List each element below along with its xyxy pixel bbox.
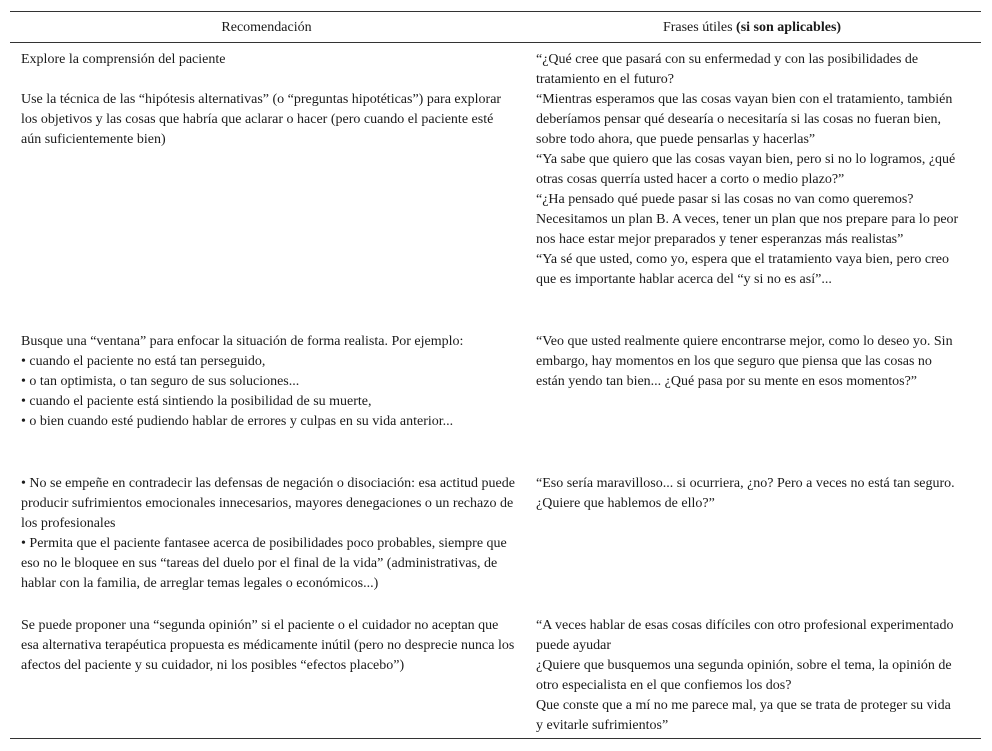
header-frases-bold: (si son aplicables) bbox=[736, 20, 842, 35]
table-row bbox=[10, 43, 981, 91]
recommendation-bullet: • o bien cuando esté pudiendo hablar de errores y culpas en su vida anterior... bbox=[21, 414, 454, 429]
recommendation-bullet: • o tan optimista, o tan seguro de sus soluciones... bbox=[21, 374, 300, 389]
recommendation-text: Busque una “ventana” para enfocar la situación de forma realista. Por ejemplo: bbox=[21, 334, 464, 349]
recommendations-table bbox=[10, 11, 981, 739]
recommendation-text: Se puede proponer una “segunda opinión” si el paciente o el cuidador no aceptan que esa alternativa terapéutica propuesta es médicamente inútil (pero no desprecie nunca los afectos del paciente y su cuidador, ni los posibles “efectos placebo”) bbox=[21, 618, 515, 673]
phrase-text: “Ya sabe que quiero que las cosas vayan bien, pero si no lo logramos, ¿qué otras cosas querría usted hacer a corto o medio plazo?” bbox=[536, 152, 956, 187]
phrase-cell bbox=[523, 90, 981, 332]
recommendation-bullet: • cuando el paciente está sintiendo la posibilidad de su muerte, bbox=[21, 394, 372, 409]
table-row bbox=[10, 616, 981, 738]
phrase-cell bbox=[523, 616, 981, 738]
phrase-cell bbox=[523, 43, 981, 91]
header-frases-prefix: Frases útiles bbox=[662, 20, 737, 35]
phrase-text: “Veo que usted realmente quiere encontrarse mejor, como lo deseo yo. Sin embargo, hay momentos en los que seguro que piensa que las cosas no están yendo tan bien... ¿Qué pasa por su mente en esos momentos?” bbox=[536, 334, 953, 389]
header-recomendacion: Recomendación bbox=[221, 20, 312, 35]
recommendation-bullet: • No se empeñe en contradecir las defensas de negación o disociación: esa actitud puede producir sufrimientos emocionales innecesarios, mayores denegaciones o un rechazo de los profesionales bbox=[21, 476, 515, 531]
recommendation-bullet: • Permita que el paciente fantasee acerca de posibilidades poco probables, siempre que eso no le bloquee en sus “tareas del duelo por el final de la vida” (administrativas, de hablar con la familia, de arreglar temas legales o económicos...) bbox=[21, 536, 507, 591]
recommendation-cell bbox=[10, 474, 523, 616]
phrase-text: “Ya sé que usted, como yo, espera que el tratamiento vaya bien, pero creo que es importante hablar acerca del “y si no es así”... bbox=[536, 252, 949, 287]
phrase-text: “Eso sería maravilloso... si ocurriera, ¿no? Pero a veces no está tan seguro. ¿Quiere que hablemos de ello?” bbox=[536, 476, 955, 511]
recommendation-text: Use la técnica de las “hipótesis alternativas” (o “preguntas hipotéticas”) para explorar los objetivos y las cosas que habría que aclarar o hacer (pero cuando el paciente esté aún suficientemente bien) bbox=[21, 92, 502, 147]
header-frases-utiles bbox=[523, 12, 981, 43]
recommendation-text: Explore la comprensión del paciente bbox=[21, 52, 226, 67]
recommendations-table-container bbox=[10, 11, 981, 739]
table-header-row bbox=[10, 12, 981, 43]
phrase-cell bbox=[523, 332, 981, 474]
recommendation-bullet: • cuando el paciente no está tan perseguido, bbox=[21, 354, 266, 369]
recommendation-cell bbox=[10, 332, 523, 474]
table-row bbox=[10, 332, 981, 474]
phrase-text: Que conste que a mí no me parece mal, ya que se trata de proteger su vida y evitarle sufrimientos” bbox=[536, 698, 951, 733]
recommendation-cell bbox=[10, 43, 523, 91]
table-row bbox=[10, 474, 981, 616]
phrase-text: “A veces hablar de esas cosas difíciles con otro profesional experimentado puede ayudar bbox=[536, 618, 954, 653]
recommendation-cell bbox=[10, 616, 523, 738]
recommendation-cell bbox=[10, 90, 523, 332]
phrase-cell bbox=[523, 474, 981, 616]
phrase-text: “Mientras esperamos que las cosas vayan bien con el tratamiento, también deberíamos pensar qué desearía o necesitaría si las cosas no fueran bien, sobre todo ahora, que puede pensarlas y hacerlas” bbox=[536, 92, 953, 147]
phrase-text: “¿Qué cree que pasará con su enfermedad y con las posibilidades de tratamiento en el futuro? bbox=[536, 52, 919, 87]
table-row bbox=[10, 90, 981, 332]
phrase-text: ¿Quiere que busquemos una segunda opinión, sobre el tema, la opinión de otro especialista en el que confiemos los dos? bbox=[536, 658, 952, 693]
phrase-text: “¿Ha pensado qué puede pasar si las cosas no van como queremos? Necesitamos un plan B. A veces, tener un plan que nos prepare para lo peor nos hace estar mejor preparados y tener esperanzas más realistas” bbox=[536, 192, 959, 247]
